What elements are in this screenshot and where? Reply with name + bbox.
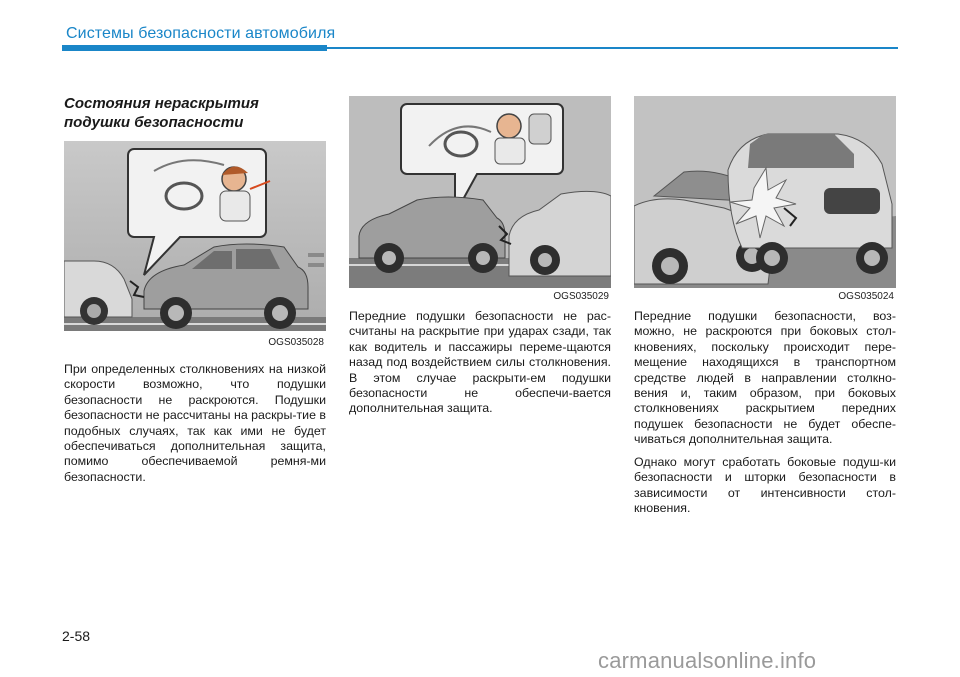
header-rule-thin — [327, 47, 898, 49]
section-heading: Состояния нераскрытия подушки безопасности — [64, 95, 259, 131]
side-impact-illustration — [634, 96, 896, 304]
figure-low-speed-collision — [64, 141, 326, 350]
watermark-text: carmanualsonline.info — [598, 648, 817, 673]
figure-code-caption: OGS035029 — [553, 291, 609, 302]
column3-paragraph-2: Однако могут сработать боковые подуш-ки безопасности и шторки безопасности в зависимости от интенсивности стол-кновения. — [634, 455, 896, 516]
page-number: 2-58 — [62, 628, 91, 644]
column2-paragraph: Передние подушки безопасности не рас-считаны на раскрытие при ударах сзади, так как водитель и пассажиры переме-щаются назад под воздействием силы столкновения. В этом случае раскрыти-ем подушки безопасности не обеспечи-вается дополнительная защита. — [349, 309, 611, 416]
figure-code-caption: OGS035028 — [268, 337, 324, 348]
section-header-title: Системы безопасности автомобиля — [66, 25, 336, 42]
figure-code-caption: OGS035024 — [838, 291, 894, 302]
low-speed-collision-illustration — [64, 141, 326, 350]
column1-paragraph: При определенных столкновениях на низкой скорости возможно, что подушки безопасности не раскроются. Подушки безопасности не рассчитаны на раскры-тие в подобных случаях, так как ими не будет обеспечиваться дополнительная защита, помимо обеспечиваемой ремня-ми безопасности. — [64, 362, 326, 484]
header-rule-thick — [62, 45, 327, 51]
rear-impact-illustration — [349, 96, 611, 304]
figure-side-impact — [634, 96, 896, 304]
column3-paragraph-1: Передние подушки безопасности, воз-можно, не раскроются при боковых стол-кновениях, поскольку происходит пере-мещение находящихся в транспортном средстве людей в направлении столкно-вения и, таким образом, при боковых столкновениях раскрытием передних подушек безопасности не будет обеспе-чиваться дополнительная защита. — [634, 309, 896, 447]
figure-rear-impact — [349, 96, 611, 304]
